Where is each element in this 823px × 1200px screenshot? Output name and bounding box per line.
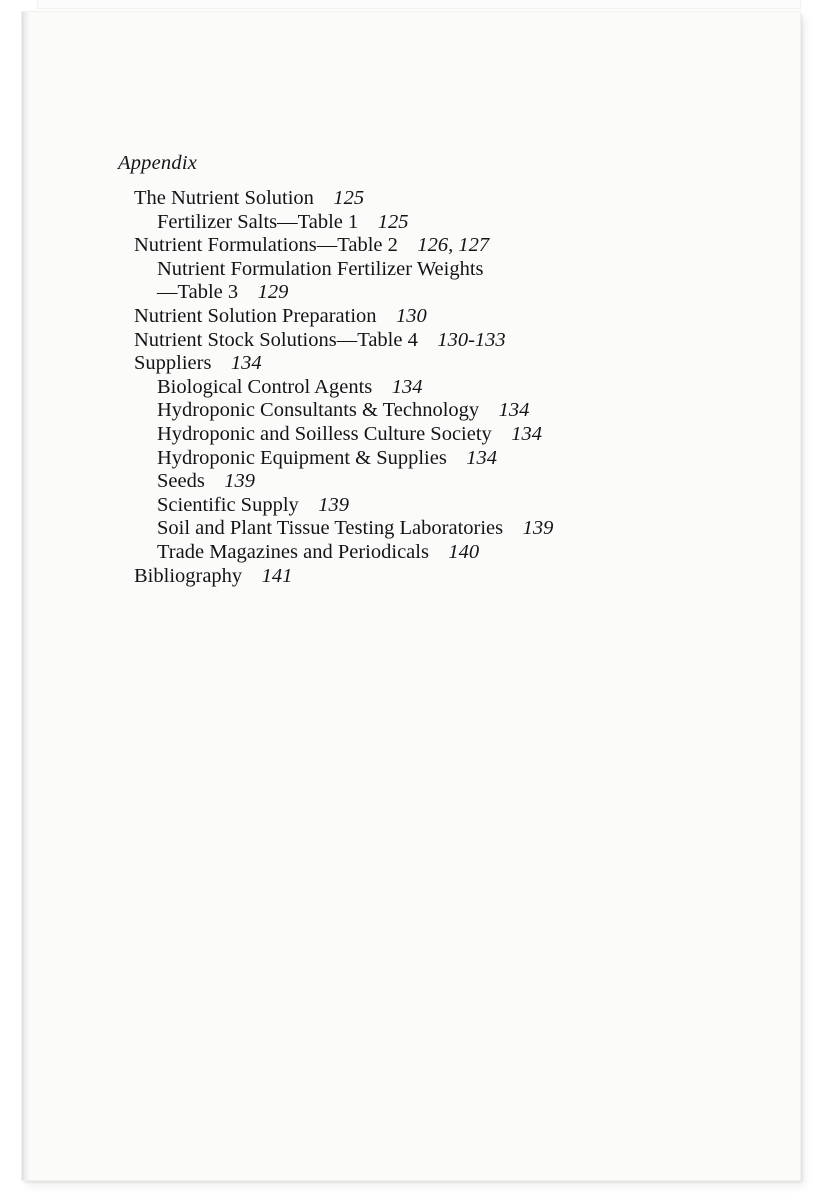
toc-entry-title: Suppliers [134,352,212,375]
toc-entry-title: Hydroponic Equipment & Supplies [157,446,447,469]
toc-entry-page-number: 125 [333,187,365,209]
toc-entry[interactable] [157,517,738,541]
toc-entry[interactable] [134,305,738,329]
toc-entry-page-number: 139 [224,470,256,493]
toc-entry-page-number: 134 [230,352,262,375]
facing-page-edge [38,0,800,8]
toc-entry-page-number: 134 [466,446,498,469]
toc-entry-title: Trade Magazines and Periodicals [157,540,429,563]
toc-entry-page-number: 140 [448,540,480,563]
toc-entry-page-number: 126, 127 [417,234,490,257]
toc-entry-title: Hydroponic Consultants & Technology [157,399,480,422]
table-of-contents-list [118,187,738,588]
toc-entry-title: Hydroponic and Soilless Culture Society [157,422,492,445]
toc-entry[interactable] [157,399,738,423]
toc-entry-title: Biological Control Agents [157,375,373,398]
toc-entry-title: Scientific Supply [157,493,299,516]
toc-entry-page-number: 130-133 [437,328,506,351]
toc-entry-page-number: 130 [396,304,427,327]
toc-entry[interactable] [134,329,738,353]
toc-entry[interactable] [157,470,738,494]
toc-entry-page-number: 141 [261,564,293,587]
toc-entry-page-number: 134 [498,399,530,422]
toc-entry[interactable] [134,187,738,211]
toc-entry[interactable] [157,447,738,471]
toc-entry[interactable] [157,211,738,235]
toc-entry[interactable] [157,423,738,447]
page-gutter-shading [22,12,29,1180]
toc-entry-page-number: 134 [391,375,423,398]
toc-entry-title: Bibliography [134,564,243,587]
appendix-contents-block [118,152,738,588]
toc-entry[interactable] [157,541,738,565]
toc-entry-title: Fertilizer Salts—Table 1 [157,210,359,233]
toc-entry[interactable] [157,258,738,282]
toc-entry-title: Nutrient Stock Solutions—Table 4 [134,328,418,351]
toc-entry-title: Nutrient Formulations—Table 2 [134,234,398,257]
toc-entry[interactable] [134,234,738,258]
book-page-sheet [22,12,800,1180]
toc-entry-title: The Nutrient Solution [134,187,314,209]
toc-entry-title: Seeds [157,470,205,493]
toc-entry-page-number: 134 [511,422,543,445]
toc-entry-title: —Table 3 [157,281,239,304]
toc-entry-title: Nutrient Formulation Fertilizer Weights [157,257,484,280]
toc-entry[interactable] [157,494,738,518]
page-surface [22,12,800,1180]
toc-entry-page-number: 139 [318,493,349,516]
toc-entry-page-number: 139 [522,517,554,540]
toc-entry-page-number: 125 [377,210,409,233]
toc-entry-title: Soil and Plant Tissue Testing Laboratories [157,517,504,540]
toc-entry-title: Nutrient Solution Preparation [134,304,377,327]
page-title: Appendix [118,152,198,174]
toc-entry[interactable] [157,376,738,400]
toc-entry[interactable] [157,281,738,305]
toc-entry[interactable] [134,352,738,376]
toc-entry-page-number: 129 [257,281,289,304]
toc-entry[interactable] [134,565,738,589]
